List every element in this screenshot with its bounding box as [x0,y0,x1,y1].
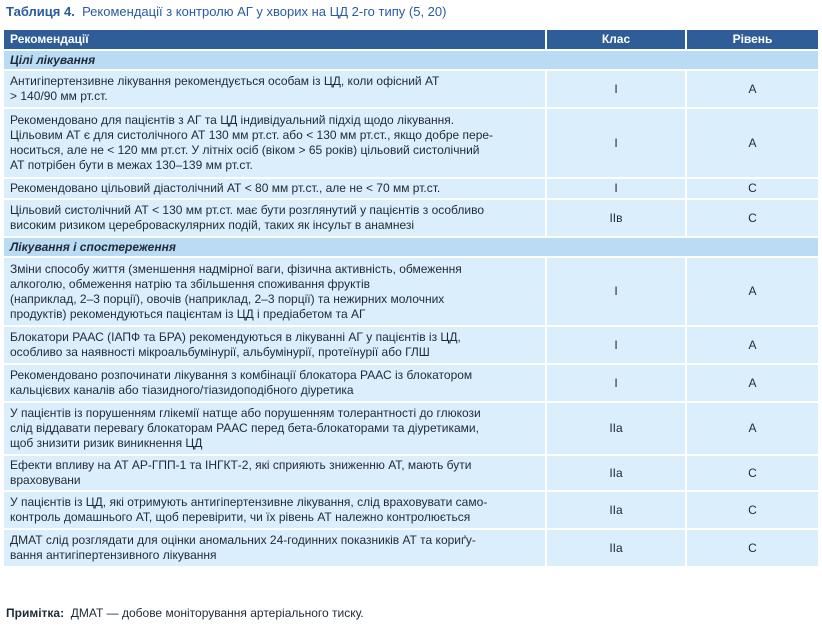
level-cell: A [687,109,818,179]
table-row [4,530,818,568]
caption-label: Таблиця 4. [6,4,75,19]
recommendation-text-line: вання антигіпертензивного лікування [10,548,217,562]
recommendation-cell [4,71,547,109]
table-row [4,71,818,109]
recommendation-text-line: (наприклад, 2–3 порції), овочів (наприклад, 2–3 порції) та нежирних молочних [10,291,445,306]
table-row [4,456,818,492]
recommendation-text-line: Блокатори РААС (ІАПФ та БРА) рекомендуються в лікуванні АГ у пацієнтів із ЦД, [10,330,461,344]
recommendation-text-line: враховувани [10,473,81,487]
class-cell: IIa [547,403,687,456]
table-body [4,51,818,568]
recommendation-text-line: Цільовий систолічний АТ < 130 мм рт.ст. має бути розглянутий у пацієнтів з особливо [10,203,485,217]
class-cell: I [547,327,687,365]
class-cell: I [547,258,687,327]
level-cell: A [687,403,818,456]
footnote [6,606,364,621]
footnote-text: ДМАТ — добове моніторування артеріального тиску. [70,606,364,620]
table-caption [6,3,446,20]
level-cell: C [687,530,818,568]
recommendation-cell [4,200,547,238]
table-row [4,403,818,456]
recommendation-cell [4,109,547,179]
class-cell: I [547,179,687,200]
level-cell: C [687,492,818,530]
table-row [4,492,818,530]
level-cell: C [687,200,818,238]
recommendation-text-line: Ефекти впливу на АТ АР-ГПП-1 та ІНГКТ-2, які сприяють зниженню АТ, мають бути [10,458,472,472]
recommendation-text-line: Рекомендовано розпочинати лікування з комбінації блокатора РААС із блокатором [10,368,473,382]
level-cell: C [687,456,818,492]
class-cell: IIa [547,492,687,530]
recommendation-cell [4,530,547,568]
recommendation-cell [4,456,547,492]
section-title: Цілі лікування [4,51,818,71]
recommendation-text-line: Цільовим АТ є для систолічного АТ 130 мм рт.ст. або < 130 мм рт.ст., якщо добре пере- [10,128,494,142]
recommendation-text-line: продуктів) рекомендуються пацієнтам із ЦД і предіабетом та АГ [10,306,366,321]
recommendation-text-line: У пацієнтів із ЦД, які отримують антигіпертензивне лікування, слід враховувати само- [10,495,488,509]
recommendation-text-line: Зміни способу життя (зменшення надмірної ваги, фізична активність, обмеження [10,261,462,276]
recommendation-text-line: ДМАТ слід розглядати для оцінки аномальних 24-годинних показників АТ та кориґу- [10,533,476,547]
section-title: Лікування і спостереження [4,238,818,258]
header-recommendations: Рекомендації [4,30,547,51]
class-cell: I [547,71,687,109]
class-cell: IIa [547,530,687,568]
recommendation-text-line: Антигіпертензивне лікування рекомендується особам із ЦД, коли офісний АТ [10,74,440,88]
recommendation-text-line: кальцієвих каналів або тіазидного/тіазидоподібного діуретика [10,383,354,397]
recommendation-text-line: Рекомендовано для пацієнтів з АГ та ЦД індивідуальний підхід щодо лікування. [10,113,455,127]
section-row [4,51,818,71]
table-row [4,200,818,238]
table-row [4,327,818,365]
recommendation-text-line: високим ризиком цереброваскулярних подій, таких як інсульт в анамнезі [10,218,415,232]
header-class: Клас [547,30,687,51]
recommendation-text-line: алкоголю, обмеження натрію та збільшення споживання фруктів [10,276,371,291]
recommendation-text-line: У пацієнтів із порушенням глікемії натще або порушенням толерантності до глюкози [10,406,481,420]
level-cell: A [687,327,818,365]
level-cell: A [687,71,818,109]
recommendation-text-line: > 140/90 мм рт.ст. [10,89,108,103]
section-row [4,238,818,258]
recommendation-cell [4,365,547,403]
level-cell: A [687,258,818,327]
recommendation-cell [4,179,547,200]
recommendation-text-line: Рекомендовано цільовий діастолічний АТ < 80 мм рт.ст., але не < 70 мм рт.ст. [10,181,441,195]
recommendation-cell [4,403,547,456]
table-row [4,179,818,200]
table-row [4,109,818,179]
class-cell: IIв [547,200,687,238]
class-cell: I [547,109,687,179]
recommendation-text-line: особливо за наявності мікроальбумінурії, альбумінурії, протеїнурії або ГЛШ [10,345,430,359]
recommendation-text-line: АТ потрібен бути в межах 130–139 мм рт.ст. [10,158,253,172]
table-row [4,365,818,403]
caption-text: Рекомендації з контролю АГ у хворих на ЦД 2-го типу (5, 20) [82,4,447,19]
level-cell: A [687,365,818,403]
table-row [4,258,818,327]
recommendation-text-line: контроль домашнього АТ, щоб перевірити, чи їх рівень АТ належно контролюється [10,510,471,524]
level-cell: C [687,179,818,200]
recommendation-text-line: щоб знизити ризик виникнення ЦД [10,436,203,450]
recommendations-table [4,30,818,568]
recommendation-text-line: носиться, але не < 120 мм рт.ст. У літніх осіб (віком > 65 років) цільовий систолічний [10,143,480,157]
class-cell: I [547,365,687,403]
recommendation-cell [4,492,547,530]
header-row [4,30,818,51]
header-level: Рівень [687,30,818,51]
recommendation-cell [4,258,547,327]
recommendation-cell [4,327,547,365]
class-cell: IIa [547,456,687,492]
footnote-label: Примітка: [6,606,65,620]
recommendation-text-line: слід віддавати перевагу блокаторам РААС перед бета-блокаторами та діуретиками, [10,421,479,435]
